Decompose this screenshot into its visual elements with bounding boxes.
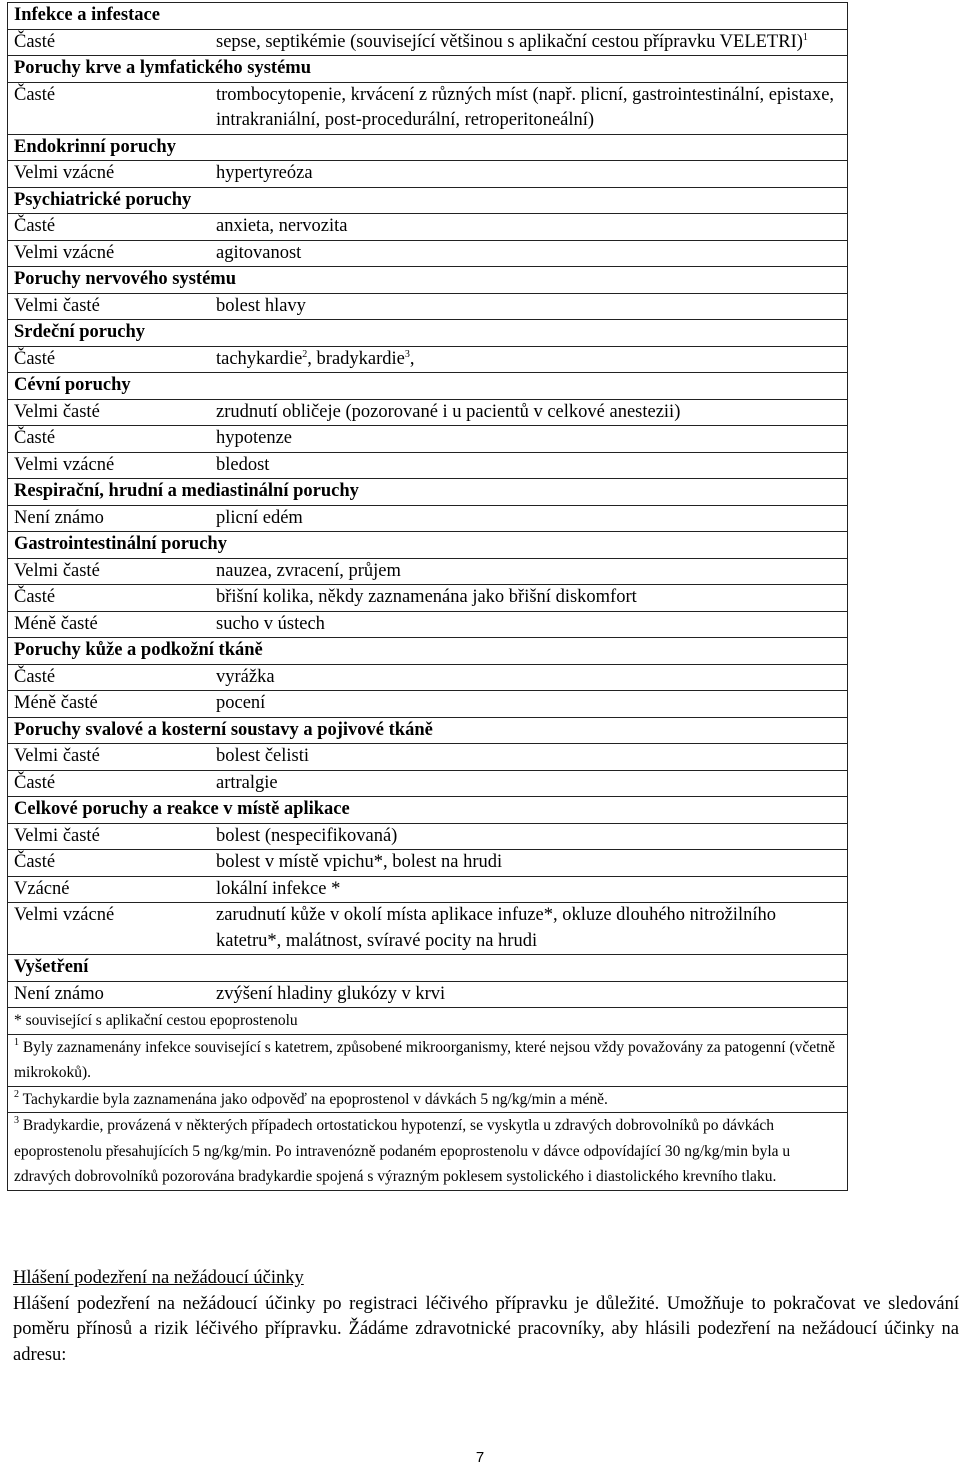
effect-text: zvýšení hladiny glukózy v krvi xyxy=(216,983,446,1004)
effect-row xyxy=(8,214,848,241)
effect-text: bolest čelisti xyxy=(216,746,309,766)
effect-cell xyxy=(210,903,848,955)
frequency-cell: Časté xyxy=(8,585,211,612)
effect-text: lokální infekce * xyxy=(216,878,341,899)
effect-text: zrudnutí obličeje (pozorované i u pacientů v celkové anestezii) xyxy=(216,401,681,422)
effect-text: , bradykardie xyxy=(307,348,405,369)
effect-row xyxy=(8,611,848,638)
footnote-row xyxy=(8,1008,848,1035)
effect-cell xyxy=(210,161,848,188)
effect-row xyxy=(8,505,848,532)
effect-row xyxy=(8,240,848,267)
effect-text: tachykardie xyxy=(216,348,303,369)
frequency-cell: Časté xyxy=(8,850,211,877)
frequency-cell: Velmi časté xyxy=(8,558,211,585)
effect-cell xyxy=(210,240,848,267)
footnote-text: Tachykardie byla zaznamenána jako odpověď na epoprostenol v dávkách 5 ng/kg/min a méně. xyxy=(19,1090,608,1108)
effect-text: zarudnutí kůže v okolí místa aplikace infuze*, okluze dlouhého nitrožilního katetru*, malátnost, svíravé pocity na hrudi xyxy=(216,905,776,951)
section-heading: Poruchy svalové a kosterní soustavy a pojivové tkáně xyxy=(8,717,848,744)
effect-cell xyxy=(210,664,848,691)
effect-text: bledost xyxy=(216,454,270,475)
effect-row xyxy=(8,452,848,479)
adverse-effects-table xyxy=(7,2,848,1191)
section-heading-row xyxy=(8,373,848,400)
section-heading: Poruchy kůže a podkožní tkáně xyxy=(8,638,848,665)
effect-row xyxy=(8,664,848,691)
frequency-cell: Vzácné xyxy=(8,876,211,903)
effect-cell xyxy=(210,585,848,612)
footnote-ref: 2 xyxy=(302,348,308,360)
effect-cell xyxy=(210,981,848,1008)
footnote xyxy=(8,1008,848,1035)
effect-row xyxy=(8,744,848,771)
effect-cell xyxy=(210,399,848,426)
effect-text: trombocytopenie, krvácení z různých míst (např. plicní, gastrointestinální, epistaxe, intrakraniální, post-procedurální, retroperitoneální) xyxy=(216,84,835,130)
effect-cell xyxy=(210,293,848,320)
section-heading: Endokrinní poruchy xyxy=(8,134,848,161)
effect-row xyxy=(8,585,848,612)
effect-row xyxy=(8,399,848,426)
effect-text: vyrážka xyxy=(216,666,275,687)
effect-cell xyxy=(210,558,848,585)
effect-text: , xyxy=(409,348,415,369)
effect-text: sepse, septikémie (související většinou s aplikační cestou přípravku VELETRI) xyxy=(216,31,803,52)
frequency-cell: Velmi vzácné xyxy=(8,903,211,955)
effect-row xyxy=(8,823,848,850)
effect-text: hypertyreóza xyxy=(216,163,313,183)
effect-row xyxy=(8,558,848,585)
footnote-text: * související s aplikační cestou epoprostenolu xyxy=(14,1012,298,1029)
effect-cell xyxy=(210,876,848,903)
section-heading: Vyšetření xyxy=(8,955,848,982)
frequency-cell: Velmi časté xyxy=(8,399,211,426)
frequency-cell: Časté xyxy=(8,770,211,797)
footnote-ref: 3 xyxy=(404,348,410,360)
frequency-cell: Velmi vzácné xyxy=(8,161,211,188)
effect-text: bolest hlavy xyxy=(216,295,306,316)
section-heading: Gastrointestinální poruchy xyxy=(8,532,848,559)
section-heading-row xyxy=(8,638,848,665)
effect-text: anxieta, nervozita xyxy=(216,216,348,236)
footnote-row xyxy=(8,1034,848,1086)
section-heading-row xyxy=(8,56,848,83)
effect-cell xyxy=(210,505,848,532)
effect-row xyxy=(8,981,848,1008)
frequency-cell: Velmi vzácné xyxy=(8,240,211,267)
effect-cell xyxy=(210,850,848,877)
section-heading-row xyxy=(8,479,848,506)
effect-row xyxy=(8,691,848,718)
section-heading-row xyxy=(8,187,848,214)
effect-text: břišní kolika, někdy zaznamenána jako břišní diskomfort xyxy=(216,587,637,607)
footnote-number: 2 xyxy=(14,1088,19,1100)
frequency-cell: Velmi časté xyxy=(8,293,211,320)
effect-cell xyxy=(210,214,848,241)
frequency-cell: Velmi časté xyxy=(8,823,211,850)
effect-row xyxy=(8,876,848,903)
frequency-cell: Časté xyxy=(8,346,211,373)
effect-cell xyxy=(210,691,848,718)
section-heading: Infekce a infestace xyxy=(8,3,848,30)
effect-cell xyxy=(210,346,848,373)
footnote xyxy=(8,1086,848,1113)
effect-cell xyxy=(210,82,848,134)
footnote-ref: 1 xyxy=(802,31,808,43)
footnote-text: Byly zaznamenány infekce související s katetrem, způsobené mikroorganismy, které nejsou vždy považovány za patogenní (včetně mikrokoků). xyxy=(14,1038,836,1081)
section-heading: Poruchy nervového systému xyxy=(8,267,848,294)
frequency-cell: Méně časté xyxy=(8,611,211,638)
effect-text: bolest (nespecifikovaná) xyxy=(216,825,398,846)
section-heading: Srdeční poruchy xyxy=(8,320,848,347)
reporting-section xyxy=(13,1266,959,1368)
effect-text: bolest v místě vpichu*, bolest na hrudi xyxy=(216,852,503,872)
effect-row xyxy=(8,903,848,955)
frequency-cell: Časté xyxy=(8,664,211,691)
section-heading-row xyxy=(8,797,848,824)
section-heading: Cévní poruchy xyxy=(8,373,848,400)
effect-row xyxy=(8,346,848,373)
section-heading: Poruchy krve a lymfatického systému xyxy=(8,56,848,83)
reporting-title: Hlášení podezření na nežádoucí účinky xyxy=(13,1268,304,1288)
section-heading-row xyxy=(8,320,848,347)
reporting-text: Hlášení podezření na nežádoucí účinky po registraci léčivého přípravku je důležité. Umožňuje to pokračovat ve sledování poměru přínosů a rizik léčivého přípravku. Žádáme zdravotnické pracovníky, aby hlásili podezření na nežádoucí účinky na adresu: xyxy=(13,1293,959,1365)
section-heading-row xyxy=(8,134,848,161)
frequency-cell: Velmi vzácné xyxy=(8,452,211,479)
footnote-number: 3 xyxy=(14,1115,19,1126)
frequency-cell: Velmi časté xyxy=(8,744,211,771)
effect-row xyxy=(8,850,848,877)
section-heading-row xyxy=(8,3,848,30)
effect-text: hypotenze xyxy=(216,428,293,448)
section-heading-row xyxy=(8,955,848,982)
section-heading-row xyxy=(8,532,848,559)
frequency-cell: Časté xyxy=(8,214,211,241)
effect-row xyxy=(8,293,848,320)
footnote-number: 1 xyxy=(14,1036,19,1048)
section-heading: Respirační, hrudní a mediastinální poruchy xyxy=(8,479,848,506)
section-heading-row xyxy=(8,717,848,744)
effect-row xyxy=(8,770,848,797)
frequency-cell: Méně časté xyxy=(8,691,211,718)
effect-row xyxy=(8,426,848,453)
footnote xyxy=(8,1034,848,1086)
frequency-cell: Časté xyxy=(8,82,211,134)
footnote xyxy=(8,1113,848,1191)
effect-cell xyxy=(210,744,848,771)
effect-row xyxy=(8,82,848,134)
effect-cell xyxy=(210,29,848,56)
footnote-row xyxy=(8,1113,848,1191)
effect-text: agitovanost xyxy=(216,242,302,263)
effect-text: pocení xyxy=(216,693,266,713)
frequency-cell: Není známo xyxy=(8,981,211,1008)
effect-text: artralgie xyxy=(216,772,278,793)
frequency-cell: Časté xyxy=(8,29,211,56)
table-body xyxy=(8,3,848,1191)
effect-cell xyxy=(210,823,848,850)
effect-text: plicní edém xyxy=(216,507,303,528)
effect-cell xyxy=(210,770,848,797)
frequency-cell: Časté xyxy=(8,426,211,453)
effect-cell xyxy=(210,452,848,479)
footnote-row xyxy=(8,1086,848,1113)
effect-text: sucho v ústech xyxy=(216,613,325,634)
effect-cell xyxy=(210,611,848,638)
effect-row xyxy=(8,29,848,56)
section-heading: Celkové poruchy a reakce v místě aplikace xyxy=(8,797,848,824)
effect-cell xyxy=(210,426,848,453)
effect-text: nauzea, zvracení, průjem xyxy=(216,560,401,581)
footnote-text: Bradykardie, provázená v některých případech ortostatickou hypotenzí, se vyskytla u zdravých dobrovolníků po dávkách epoprostenolu přesahujících 5 ng/kg/min. Po intravenózně podaném epoprostenolu v dávce odpovídající 30 ng/kg/min byla u zdravých dobrovolníků pozorována bradykardie spojená s výrazným poklesem systolického i diastolického krevního tlaku. xyxy=(14,1117,791,1185)
effect-row xyxy=(8,161,848,188)
page-number: 7 xyxy=(475,1449,485,1466)
section-heading: Psychiatrické poruchy xyxy=(8,187,848,214)
section-heading-row xyxy=(8,267,848,294)
frequency-cell: Není známo xyxy=(8,505,211,532)
